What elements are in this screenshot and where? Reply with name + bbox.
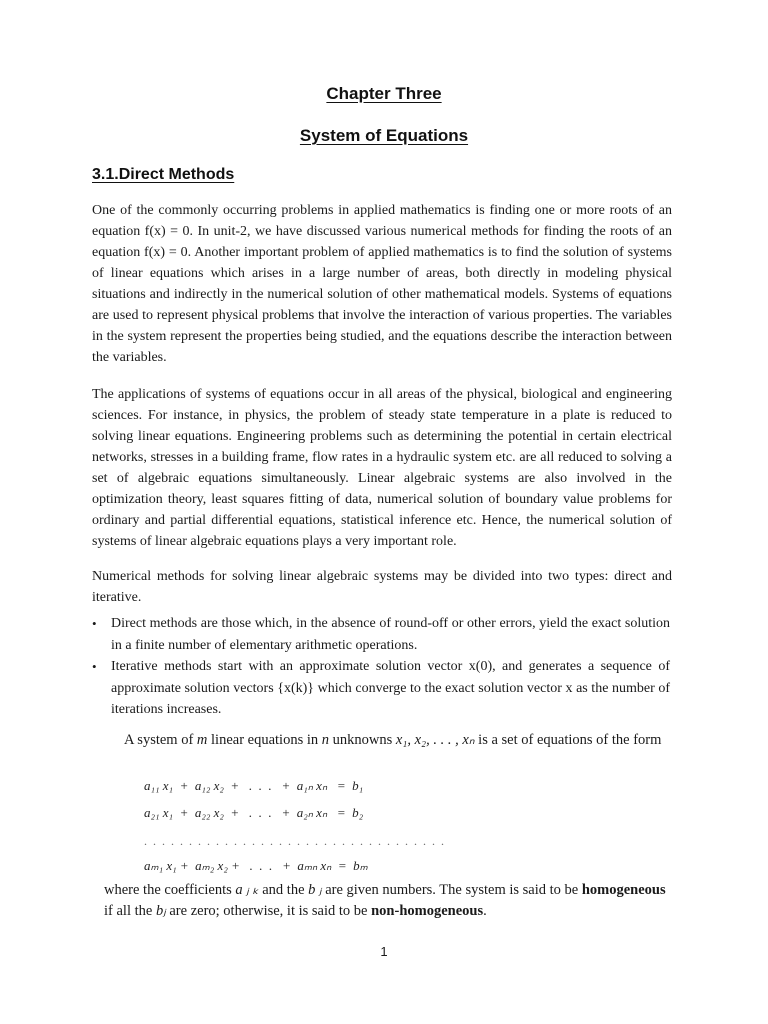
list-item-iterative-methods — [92, 656, 670, 721]
system-definition — [104, 730, 672, 751]
paragraph-method-types: Numerical methods for solving linear algebraic systems may be divided into two types: direct and iterative. — [92, 569, 672, 605]
text-fragment: are zero; otherwise, it is said to be — [165, 903, 372, 919]
math-ajk: a ⱼ ₖ — [235, 882, 259, 898]
chapter-title: Chapter Three — [326, 84, 442, 103]
equation-row-2: a₂₁ x₁ + a₂₂ x₂ + . . . + a₂ₙ xₙ = b₂ — [144, 805, 364, 820]
term-homogeneous: homogeneous — [581, 882, 666, 898]
text-fragment: unknowns — [329, 732, 396, 748]
math-m: m — [196, 732, 208, 748]
math-n: n — [321, 732, 329, 748]
math-bj: b ⱼ — [308, 882, 322, 898]
math-bj: bⱼ — [155, 903, 166, 919]
text-fragment: if all the — [104, 903, 156, 919]
list-item-text: Direct methods are those which, in the absence of round-off or other errors, yield the exact solution in a finite number of elementary arithmetic operations. — [111, 616, 670, 653]
text-fragment: are given numbers. The system is said to be — [321, 882, 582, 898]
section-title: System of Equations — [299, 126, 469, 145]
text-fragment: where the coefficients — [104, 882, 236, 898]
text-fragment: and the — [258, 882, 309, 898]
paragraph-applications: The applications of systems of equations occur in all areas of the physical, biological and engineering sciences. For instance, in physics, the problem of steady state temperature in a plate is reduced to solving linear equations. Engineering problems such as determining the potential in certain electrical networks, stresses in a building frame, flow rates in a hydraulic system etc. are all reduced to solving a set of algebraic equations simultaneously. Linear algebraic systems are also involved in the optimization theory, least squares fitting of data, numerical solution of boundary value problems for ordinary and partial differential equations, statistical inference etc. Hence, the numerical solution of systems of linear algebraic equations plays a very important role. — [92, 387, 672, 549]
list-item-text: Iterative methods start with an approximate solution vector x(0), and generates a sequence of approximate solution vectors {x(k)} which converge to the exact solution vector x as the number of iterations increases. — [111, 659, 670, 717]
equation-ellipsis-row: . . . . . . . . . . . . . . . . . . . . . . . . . . . . . . . . . . — [144, 834, 446, 848]
equation-row-1: a₁₁ x₁ + a₁₂ x₂ + . . . + a₁ₙ xₙ = b₁ — [144, 778, 364, 793]
list-item-direct-methods — [92, 613, 670, 656]
method-types-list — [92, 613, 670, 721]
bullet-icon: • — [92, 616, 97, 631]
bullet-icon: • — [92, 659, 97, 674]
text-fragment: . — [483, 903, 487, 919]
text-fragment: A system of — [124, 732, 197, 748]
page-number: 1 — [380, 944, 388, 959]
equation-row-m: aₘ₁ x₁ + aₘ₂ x₂ + . . . + aₘₙ xₙ = bₘ — [144, 858, 368, 873]
paragraph-intro: One of the commonly occurring problems in applied mathematics is finding one or more roots of an equation f(x) = 0. In unit-2, we have discussed various numerical methods for finding the roots of an equation f(x) = 0. Another important problem of applied mathematics is to find the solution of systems of linear equations which arises in a large number of areas, both directly in modeling physical situations and indirectly in the numerical solution of other mathematical models. Systems of equations are used to represent physical problems that involve the interaction of various properties. The variables in the system represent the properties being studied, and the equations describe the interaction between the variables. — [92, 203, 672, 365]
coefficient-note — [104, 880, 672, 922]
text-fragment: is a set of equations of the form — [474, 732, 662, 748]
subsection-title: 3.1.Direct Methods — [92, 166, 235, 183]
text-fragment: linear equations in — [207, 732, 322, 748]
math-unknowns: x₁, x₂, . . . , xₙ — [395, 732, 475, 748]
term-non-homogeneous: non-homogeneous — [371, 903, 484, 919]
